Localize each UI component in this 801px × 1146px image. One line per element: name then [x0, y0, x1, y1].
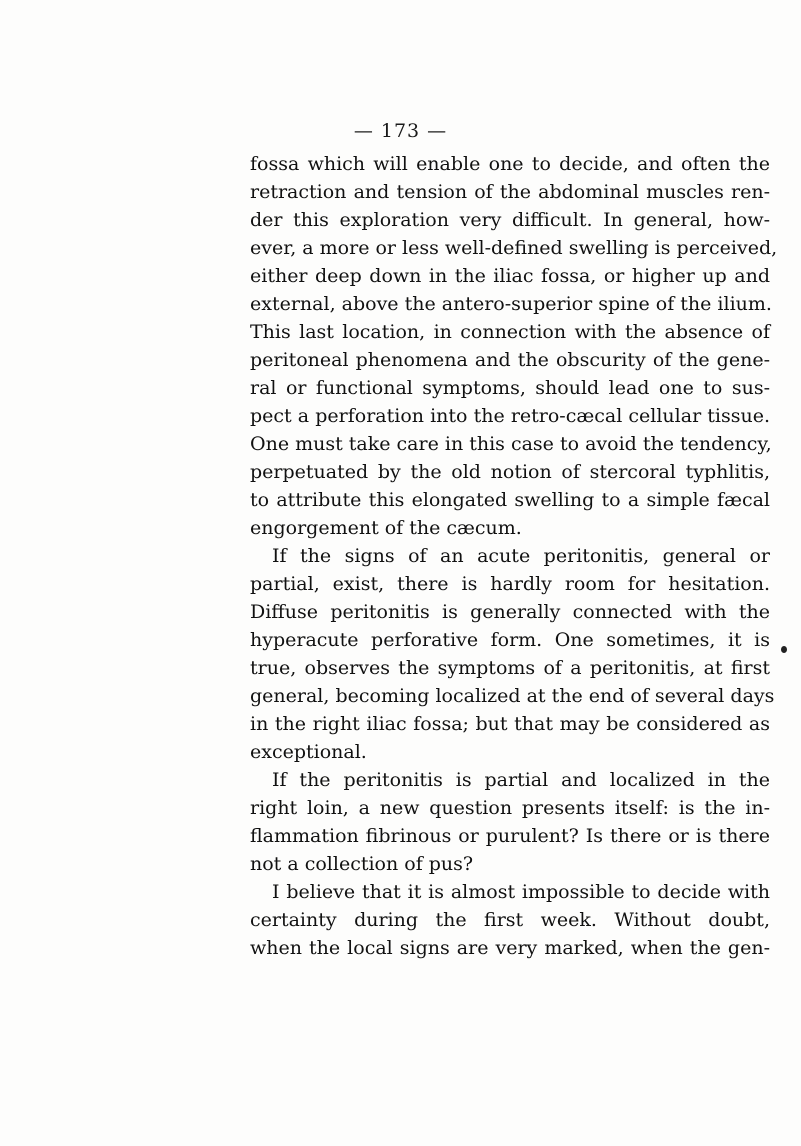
- text-line: when the local signs are very marked, when the gen-: [250, 937, 770, 959]
- text-line: der this exploration very difficult. In general, how-: [250, 209, 770, 231]
- text-line: external, above the antero-superior spine of the ilium.: [250, 293, 772, 315]
- text-line: ever, a more or less well-defined swelling is perceived,: [250, 237, 778, 259]
- text-line: partial, exist, there is hardly room for hesitation.: [250, 573, 770, 595]
- text-line: not a collection of pus?: [250, 853, 474, 875]
- text-line: to attribute this elongated swelling to a simple fæcal: [250, 489, 770, 511]
- text-line: retraction and tension of the abdominal muscles ren-: [250, 181, 770, 203]
- text-line: true, observes the symptoms of a peritonitis, at first: [250, 657, 770, 679]
- body-text: [250, 150, 778, 962]
- text-line: perpetuated by the old notion of stercoral typhlitis,: [250, 461, 770, 483]
- text-line: pect a perforation into the retro-cæcal cellular tissue.: [250, 405, 770, 427]
- text-line: ral or functional symptoms, should lead one to sus-: [250, 377, 770, 399]
- text-line: If the signs of an acute peritonitis, general or: [272, 545, 770, 567]
- text-line: flammation fibrinous or purulent? Is there or is there: [250, 825, 770, 847]
- text-line: engorgement of the cæcum.: [250, 517, 522, 539]
- text-line: either deep down in the iliac fossa, or higher up and: [250, 265, 770, 287]
- text-line: certainty during the first week. Without doubt,: [250, 909, 770, 931]
- text-line: This last location, in connection with the absence of: [250, 321, 770, 343]
- text-line: One must take care in this case to avoid the tendency,: [250, 433, 772, 455]
- ink-speck: [781, 646, 787, 653]
- page-number: — 173 —: [353, 120, 448, 142]
- text-line: If the peritonitis is partial and localized in the: [272, 769, 770, 791]
- text-line: right loin, a new question presents itself: is the in-: [250, 797, 770, 819]
- text-line: in the right iliac fossa; but that may be considered as: [250, 713, 770, 735]
- text-line: peritoneal phenomena and the obscurity of the gene-: [250, 349, 770, 371]
- text-line: general, becoming localized at the end of several days: [250, 685, 775, 707]
- text-line: Diffuse peritonitis is generally connected with the: [250, 601, 770, 623]
- text-line: fossa which will enable one to decide, and often the: [250, 153, 770, 175]
- text-line: hyperacute perforative form. One sometimes, it is: [250, 629, 770, 651]
- text-line: exceptional.: [250, 741, 367, 763]
- text-line: I believe that it is almost impossible to decide with: [272, 881, 770, 903]
